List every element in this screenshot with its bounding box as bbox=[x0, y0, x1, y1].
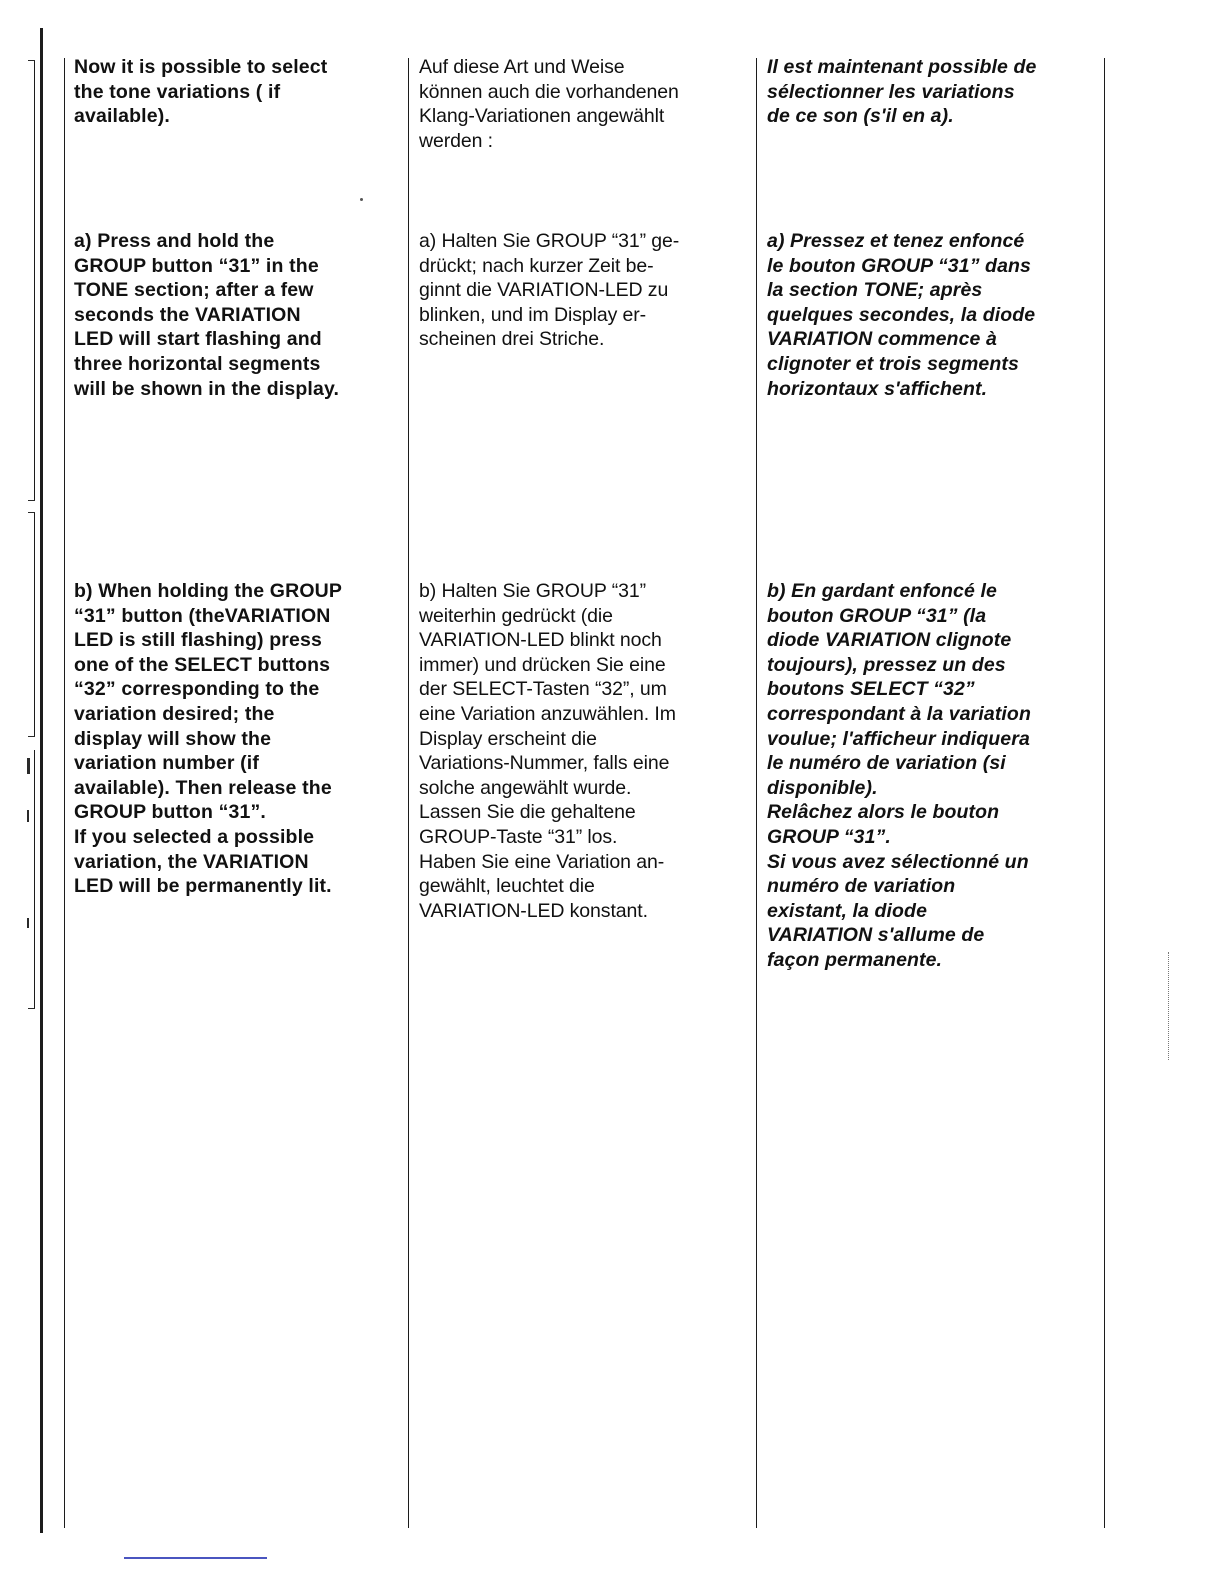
french-step-a-text: a) Pressez et tenez enfoncé le bouton GROUP “31” dans la section TONE; après quelques secondes, la diode VARIATION commence à clignoter et trois segments horizontaux s'affichent. bbox=[767, 230, 1036, 400]
column-divider bbox=[408, 58, 409, 1528]
english-step-b-text: b) When holding the GROUP “31” button (theVARIATION LED is still flashing) press one of the SELECT buttons “32” corresponding to the variation desired; the display will show the variation number (if available). Then release the GROUP button “31”. If you selected a possible variation, the VARIATION LED will be permanently lit. bbox=[74, 580, 343, 898]
english-intro-text: Now it is possible to select the tone variations ( if available). bbox=[74, 56, 328, 128]
german-step-b-text: b) Halten Sie GROUP “31” weiterhin gedrückt (die VARIATION-LED blinkt noch immer) und drücken Sie eine der SELECT-Tasten “32”, um eine Variation anzuwählen. Im Display erscheint die Variations-Nummer, falls eine solche angewählt wurde. Lassen Sie die gehaltene GROUP-Taste “31” los. Haben Sie eine Variation an- gewählt, leuchtet die VARIATION-LED konstant. bbox=[419, 580, 676, 922]
bracket-tick bbox=[28, 500, 35, 501]
german-intro-text: Auf diese Art und Weise können auch die vorhandenen Klang-Variationen angewählt werden : bbox=[419, 56, 679, 152]
left-edge-bracket-bottom bbox=[34, 750, 35, 1008]
column-divider bbox=[1104, 58, 1105, 1528]
bracket-tick bbox=[28, 60, 35, 61]
bracket-tick bbox=[28, 736, 35, 737]
column-divider bbox=[64, 58, 65, 1528]
french-intro-text: Il est maintenant possible de sélectionner les variations de ce son (s'il en a). bbox=[767, 56, 1037, 128]
bracket-tick bbox=[28, 512, 35, 513]
scan-dotted-line bbox=[1168, 952, 1169, 1060]
column-divider bbox=[756, 58, 757, 1528]
bracket-tick bbox=[28, 1008, 35, 1009]
scan-mark bbox=[27, 758, 30, 774]
german-step-a-text: a) Halten Sie GROUP “31” ge- drückt; nach kurzer Zeit be- ginnt die VARIATION-LED zu blinken, und im Display er- scheinen drei Striche. bbox=[419, 230, 680, 351]
left-edge-bracket-middle bbox=[34, 512, 35, 736]
scan-mark bbox=[27, 918, 29, 928]
left-margin-bar bbox=[40, 28, 43, 1533]
left-edge-bracket-top bbox=[34, 60, 35, 500]
bottom-underline-mark bbox=[124, 1557, 267, 1559]
french-step-b-text: b) En gardant enfoncé le bouton GROUP “31” (la diode VARIATION clignote toujours), pressez un des boutons SELECT “32” correspondant à la variation voulue; l'afficheur indiquera le numéro de variation (si disponible). Relâchez alors le bouton GROUP “31”. Si vous avez sélectionné un numéro de variation existant, la diode VARIATION s'allume de façon permanente. bbox=[767, 580, 1031, 971]
english-step-a-text: a) Press and hold the GROUP button “31” in the TONE section; after a few seconds the VARIATION LED will start flashing and three horizontal segments will be shown in the display. bbox=[74, 230, 340, 400]
scan-mark bbox=[27, 810, 29, 822]
scan-speck bbox=[360, 198, 363, 201]
